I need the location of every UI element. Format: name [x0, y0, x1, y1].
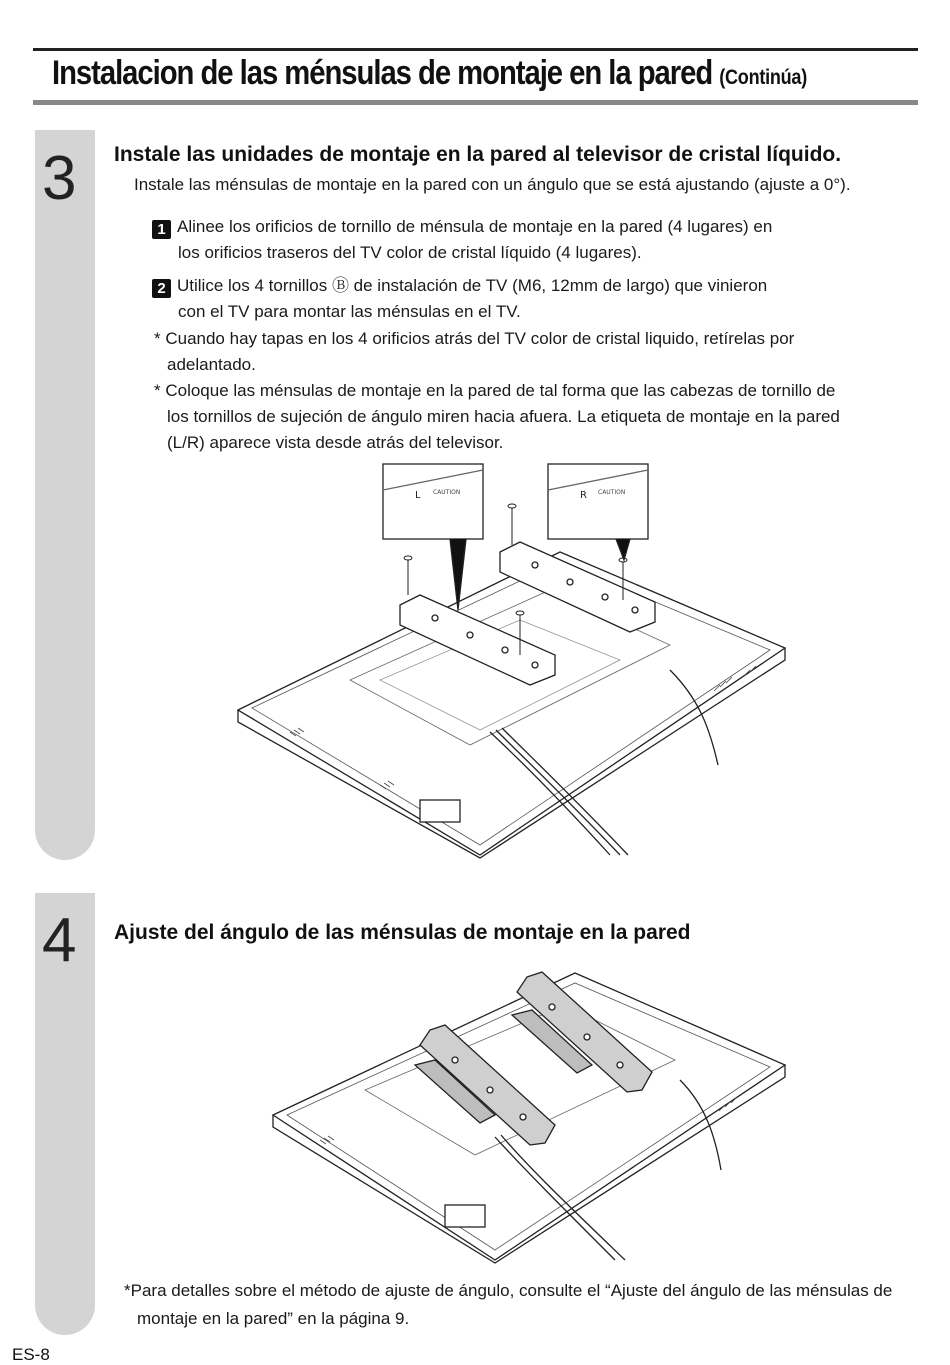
page-title-continued: (Continúa): [719, 66, 807, 89]
page-number: ES-8: [12, 1345, 50, 1364]
callout-left: [383, 464, 483, 610]
step-3-note-1: * Cuando hay tapas en los 4 orificios atrás del TV color de cristal liquido, retírelas por adelantado.: [154, 329, 795, 374]
step-4-heading: Ajuste del ángulo de las ménsulas de montaje en la pared: [114, 921, 691, 944]
page-title-text: Instalacion de las ménsulas de montaje en la pared: [52, 54, 713, 92]
caution-right: CAUTION: [598, 489, 626, 496]
step-4-note: *Para detalles sobre el método de ajuste de ángulo, consulte el “Ajuste del ángulo de las ménsulas de montaje en la pared” en la página 9.: [124, 1281, 893, 1328]
label-left-text: L: [415, 490, 421, 501]
item-1-line-2: los orificios traseros del TV color de cristal líquido (4 lugares).: [178, 243, 642, 262]
step-3-number: 3: [42, 144, 77, 213]
item-2-line-2: con el TV para montar las ménsulas en el TV.: [178, 302, 521, 321]
step-4-illustration: [265, 965, 795, 1265]
label-right-text: R: [580, 490, 587, 501]
step-4-number: 4: [42, 906, 77, 975]
step-3-heading: Instale las unidades de montaje en la pared al televisor de cristal líquido.: [114, 143, 842, 166]
step-3-bar: [35, 130, 95, 860]
item-2-badge: 2: [152, 279, 171, 298]
step-3-note-2: * Coloque las ménsulas de montaje en la pared de tal forma que las cabezas de tornillo de los tornillos de sujeción de ángulo miren hacia afuera. La etiqueta de montaje en la pared (L/R) aparece vista desde atrás del televisor.: [154, 381, 840, 452]
step-3-intro: Instale las ménsulas de montaje en la pared con un ángulo que se está ajustando (ajuste a 0°).: [134, 175, 851, 194]
tv-connector: [420, 800, 460, 822]
header-rule-top: [33, 48, 918, 51]
tv-back-panel: [238, 552, 785, 855]
item-2-line-1: Utilice los 4 tornillos Ⓑ de instalación de TV (M6, 12mm de largo) que vinieron: [177, 276, 768, 295]
caution-left: CAUTION: [433, 489, 461, 496]
header-rule-bottom: [33, 100, 918, 105]
step-3-illustration: [230, 460, 790, 860]
callout-right: [548, 464, 648, 560]
item-1-line-1: Alinee los orificios de tornillo de ménsula de montaje en la pared (4 lugares) en: [177, 217, 773, 236]
item-1-badge: 1: [152, 220, 171, 239]
page-title: [52, 54, 807, 93]
step-3-item-1: [152, 214, 872, 266]
step-3-item-2: [152, 273, 872, 325]
